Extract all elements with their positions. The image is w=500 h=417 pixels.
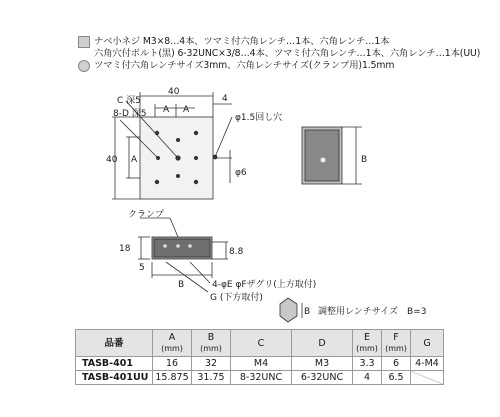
- cell-b: 31.75: [192, 371, 231, 385]
- cell-a: 15.875: [153, 371, 192, 385]
- cell-g-empty: [411, 371, 444, 385]
- label-d-depth: 8-D 深5: [113, 109, 147, 119]
- label-b-side: B: [361, 155, 368, 165]
- header-b: B (mm): [192, 330, 231, 357]
- cell-e: 4: [353, 371, 382, 385]
- cell-f: 6: [382, 357, 411, 371]
- cell-d: M3: [292, 357, 353, 371]
- label-wrench: 調整用レンチサイズ B=3: [318, 307, 427, 317]
- cell-model: TASB-401: [76, 357, 153, 371]
- label-a-top2: A: [183, 105, 190, 115]
- header-e: E (mm): [353, 330, 382, 357]
- label-wrench-b: B: [304, 307, 311, 317]
- cell-c: 8-32UNC: [231, 371, 292, 385]
- note-text-3: ツマミ付六角レンチサイズ3mm、六角レンチサイズ(クランプ用)1.5mm: [94, 60, 395, 71]
- label-a-side: A: [131, 155, 138, 165]
- label-dim-40: 40: [168, 87, 180, 97]
- header-f: F (mm): [382, 330, 411, 357]
- note-text-2: 六角穴付ボルト(黒) 6-32UNC×3/8…4本、ツマミ付六角レンチ…1本、六角レンチ…1本(UU): [94, 48, 481, 59]
- table-row: [76, 357, 444, 371]
- label-dim-5: 5: [139, 263, 145, 273]
- label-dim-4: 4: [222, 94, 228, 104]
- cell-b: 32: [192, 357, 231, 371]
- label-dim-18: 18: [119, 244, 131, 254]
- header-d: D: [292, 330, 353, 357]
- label-e-hole: 4-φE φFザグリ(上方取付): [212, 280, 317, 290]
- cell-d: 6-32UNC: [292, 371, 353, 385]
- cell-g: 4-M4: [411, 357, 444, 371]
- label-dim-40-side: 40: [106, 155, 118, 165]
- label-a-top: A: [163, 105, 170, 115]
- label-hole: φ1.5回し穴: [235, 113, 283, 123]
- header-a: A (mm): [153, 330, 192, 357]
- label-g-hole: G (下方取付): [210, 293, 263, 303]
- spec-header-row: [76, 330, 444, 357]
- header-c: C: [231, 330, 292, 357]
- label-b-front: B: [178, 280, 185, 290]
- label-phi6: φ6: [235, 168, 247, 178]
- cell-a: 16: [153, 357, 192, 371]
- cell-f: 6.5: [382, 371, 411, 385]
- cell-model: TASB-401UU: [76, 371, 153, 385]
- label-c-depth: C 深5: [117, 96, 141, 106]
- cell-c: M4: [231, 357, 292, 371]
- label-dim-88: 8.8: [229, 247, 244, 257]
- label-clamp: クランプ: [128, 210, 165, 220]
- header-g: G: [411, 330, 444, 357]
- note-text-1: ナベ小ネジ M3×8…4本、ツマミ付六角レンチ…1本、六角レンチ…1本: [94, 36, 390, 47]
- spec-table: [75, 329, 444, 385]
- table-row: [76, 371, 444, 385]
- cell-e: 3.3: [353, 357, 382, 371]
- header-model: 品番: [76, 330, 153, 357]
